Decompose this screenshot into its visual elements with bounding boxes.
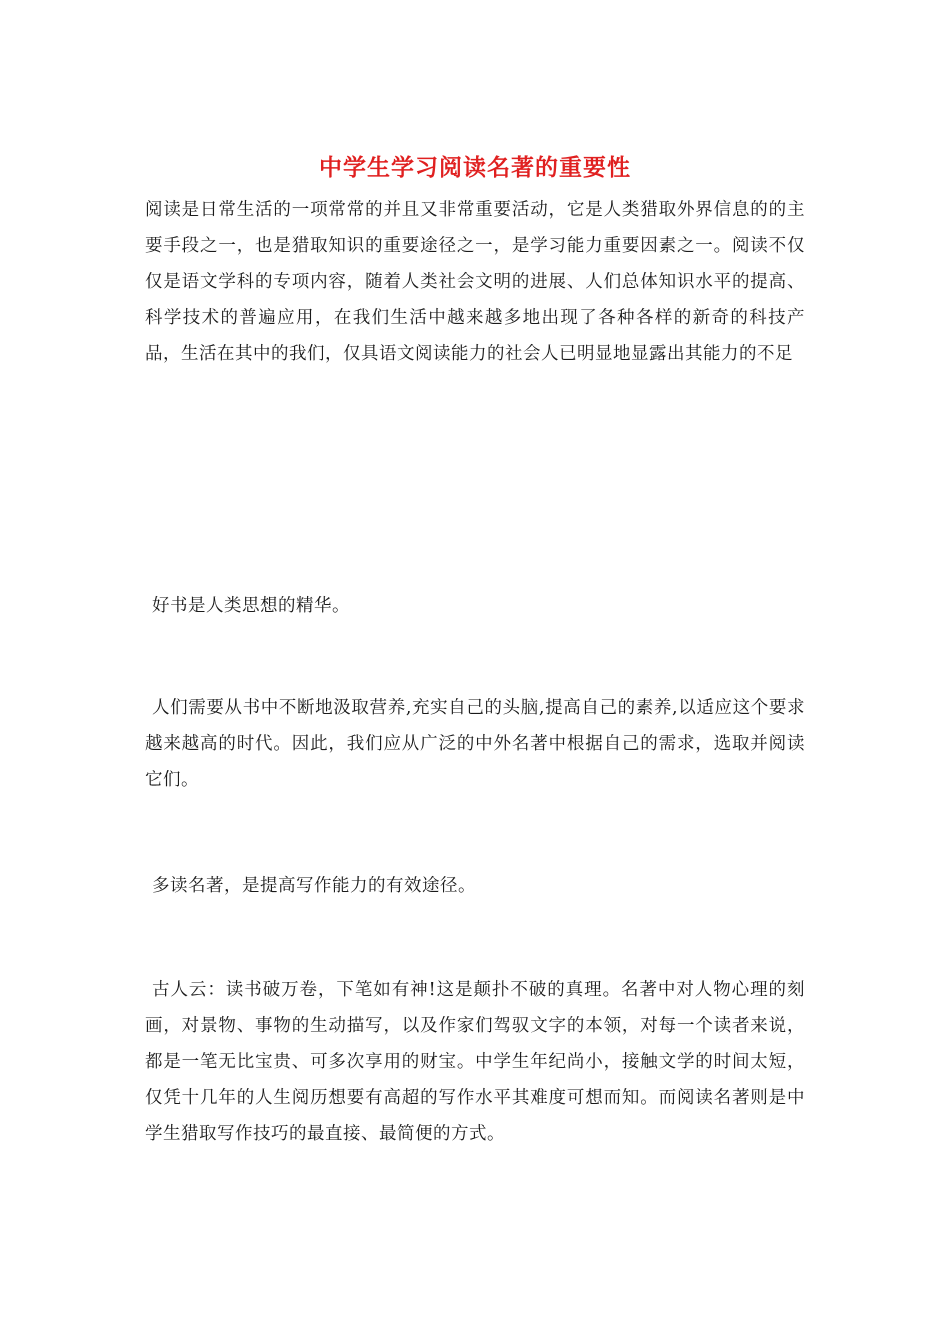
paragraph-ancient-saying: 古人云：读书破万卷，下笔如有神!这是颠扑不破的真理。名著中对人物心理的刻画，对景物、事物的生动描写，以及作家们驾驭文字的本领，对每一个读者来说，都是一笔无比宝贵、可多次享用的财宝。中学生年纪尚小，接触文学的时间太短，仅凭十几年的人生阅历想要有高超的写作水平其难度可想而知。而阅读名著则是中学生猎取写作技巧的最直接、最简便的方式。: [145, 980, 805, 1144]
paragraph-good-books: 好书是人类思想的精华。: [152, 596, 350, 616]
document-title: 中学生学习阅读名著的重要性: [319, 154, 631, 181]
paragraph-writing-ability: 多读名著，是提高写作能力的有效途径。: [152, 876, 476, 896]
paragraph-intro: 阅读是日常生活的一项常常的并且又非常重要活动，它是人类猎取外界信息的的主要手段之一，也是猎取知识的重要途径之一，是学习能力重要因素之一。阅读不仅仅是语文学科的专项内容，随着人类社会文明的进展、人们总体知识水平的提高、科学技术的普遍应用，在我们生活中越来越多地出现了各种各样的新奇的科技产品，生活在其中的我们，仅具语文阅读能力的社会人已明显地显露出其能力的不足: [145, 200, 805, 364]
paragraph-nourishment: 人们需要从书中不断地汲取营养,充实自己的头脑,提高自己的素养,以适应这个要求越来越高的时代。因此，我们应从广泛的中外名著中根据自己的需求，选取并阅读它们。: [145, 698, 805, 790]
